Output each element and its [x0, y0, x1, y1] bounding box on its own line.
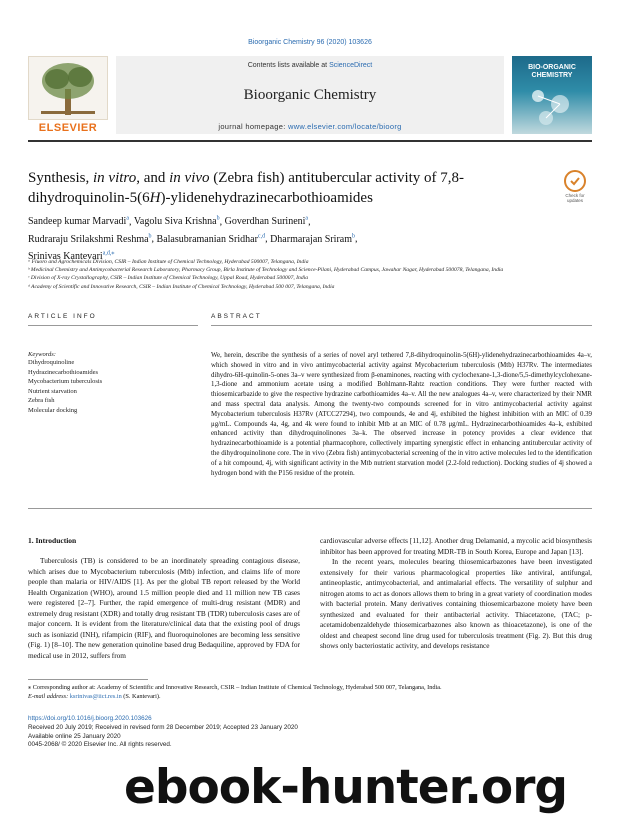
- introduction-heading: 1. Introduction: [28, 536, 77, 545]
- author[interactable]: Dharmarajan Sriram$^b$: [270, 233, 355, 245]
- keywords-label: Keywords:: [28, 351, 56, 358]
- author-separator: ,: [308, 216, 311, 228]
- abstract-rule: [211, 325, 592, 326]
- paragraph: Tuberculosis (TB) is considered to be an inordinately spreading contagious disease, which arises due to Mycobacterium tuberculosis (Mtb) infection, and claims life of more people than malaria or HIV/AIDS [1]. As per the global TB report released by the World Health Organization (WHO), around 1.5 million people died and 11 million new TB cases were registered [2–7]. Further, the rapid emergence of multi-drug resistant (MDR) and extremely drug resistant (XDR) and totally drug resistant TB (TDR) tuberculosis cases are of major concern. It is evident from the literature/clinical data that the existing pool of drugs such as isoniazid (INH), rifampicin (RIF), and fluoroquinolones are becoming less sensitive (Fig. 1) [8–10]. The new generation quinoline based drug Bedaquiline, approved by FDA for medical use in 2012, suffers from: [28, 556, 301, 660]
- title-part: , and: [136, 170, 170, 186]
- title-part: (Zebra fish) antitubercular activity of 7,8-dihydroquinolin-5(6: [28, 170, 465, 206]
- author[interactable]: Goverdhan Surineni$^a$: [224, 216, 309, 228]
- affiliation: ᵇ Medicinal Chemistry and Antimycobacterial Research Laboratory, Pharmacy Group, Birla Institute of Technology and Science-Pilani, Hyderabad Campus, Jawahar Nagar, Hyderabad 500078, Telangana, India: [28, 267, 504, 274]
- paragraph: cardiovascular adverse effects [11,12]. Another drug Delamanid, a mycolic acid biosynthesis inhibitor has been approved for treating MDR-TB in South Korea, Europe and Japan [13].: [320, 536, 592, 556]
- journal-title: Bioorganic Chemistry: [243, 87, 377, 103]
- cover-title-line2: CHEMISTRY: [531, 72, 573, 79]
- body-column-left: [28, 556, 300, 661]
- abstract-heading: ABSTRACT: [211, 313, 262, 320]
- doi-link[interactable]: https://doi.org/10.1016/j.bioorg.2020.103626: [28, 715, 152, 722]
- check-updates-line1: Check for: [565, 193, 585, 198]
- homepage-link[interactable]: www.elsevier.com/locate/bioorg: [287, 122, 402, 131]
- title-italic: in vitro: [93, 170, 137, 186]
- tree-icon: [28, 56, 108, 120]
- email-label: E-mail address:: [28, 692, 70, 700]
- author[interactable]: Srinivas Kantevari$^{a,d,⁎}$: [28, 250, 115, 262]
- author-separator: ,: [265, 233, 271, 245]
- author[interactable]: Rudraraju Srilakshmi Reshma$^b$: [28, 233, 152, 245]
- corresponding-author-footnote: [28, 684, 592, 701]
- received-dates: Received 20 July 2019; Received in revised form 28 December 2019; Accepted 23 January 2020: [28, 723, 298, 731]
- author-list: [28, 212, 588, 264]
- affiliations: [28, 258, 588, 291]
- check-updates-line2: updates: [566, 198, 583, 203]
- paragraph: In the recent years, molecules bearing thiosemicarbazones have been investigated extensively for their various pharmacological properties like antiviral, antifungal, antineoplastic, antimycobacterial, and antimalarial effects. The versatility of sulphur and nitrogen atoms to act as donors allows them to bring in a great variety of coordination modes with bacterial protein. Many derivatives containing thiosemicarbazone moiety have been synthesized and evaluated for their antibacterial activity. Thiacetazone, (TAC; p-acetamidobenzaldehyde thiosemicarbazones also known as thioacetazone), is one of the oldest and cheapest second line drug used for tuberculosis treatment (Fig. 2). But this drug shows only bacteriostatic activity, and develops resistance: [320, 557, 592, 650]
- affiliation: ᵃ Fluoro and Agrochemicals Division, CSIR – Indian Institute of Chemical Technology, Hyderabad 500007, Telangana, India: [28, 259, 309, 265]
- footnote-rule: [28, 679, 148, 680]
- check-for-updates-button[interactable]: [560, 170, 590, 206]
- article-meta: [28, 715, 388, 750]
- homepage-prefix: journal homepage:: [218, 122, 288, 131]
- article-info-heading: ARTICLE INFO: [28, 313, 97, 320]
- check-updates-label: [560, 193, 590, 203]
- author-separator: ,: [219, 216, 225, 228]
- author[interactable]: Sandeep kumar Marvadi$^a$: [28, 216, 129, 228]
- title-part: Synthesis,: [28, 170, 94, 186]
- elsevier-logo: [28, 56, 108, 134]
- cover-title-line1: BIO-ORGANIC: [528, 64, 576, 71]
- author[interactable]: Balasubramanian Sridhar$^{c,d}$: [156, 233, 266, 245]
- email-suffix: (S. Kantevari).: [121, 692, 161, 700]
- author-separator: ,: [128, 216, 134, 228]
- abstract-text: We, herein, describe the synthesis of a series of novel aryl tethered 7,8-dihydroquinolin-5(6H)-ylidenehydrazinecarbothioamides 4a–v, which showed in vitro and in vivo antimycobacterial activity against Mycobacterium tuberculosis (Mtb) H37Rv. The intermediates dihydro-6H-quinolin-5-ones 3a–v were synthesized from β-enaminones, reacting with cyclochexane-1,3-dione/5,5-dimethylcyclohexane-1,3-dione and ammonium acetate using a modified Bohlmann-Rahtz reaction conditions. They were further reacted with thiosemicarbazide to give the respective hydrazine carbothioamides 4a–v. All the new analogues 4a–v, were characterized by their NMR and mass spectral data analysis. Among the twenty-two compounds screened for in vitro antimycobacterial activity against Mycobacterium tuberculosis H37Rv (ATCC27294), two compounds, 4e and 4j, exhibited the highest inhibition with an MIC of 0.39 μg/mL. Compounds 4a, 4g, and 4k were found to inhibit Mtb at an MIC of 0.78 μg/mL. Hydrazinecarbothioamides 4a–k, exhibited enhanced activity than dihydroquinolinones 3a–k. The observed increase in potency provides a clear evidence that hydrazinecarbothioamide is a potential pharmacophore, collectively imparting synergistic effect in enhancing antitubercular activity of the dihydroquinolinone core. The in vivo (Zebra fish) antimycobacterial screening of the in vitro active molecules led to the identification of a hit compound, 4j, with significant activity in the Mtb nutrient starvation model (2.2-fold reduction). Docking studies of 4j showed a hydrogen bond with the P156 residue of the protein.: [211, 352, 592, 477]
- molecule-icon: [524, 82, 580, 130]
- watermark: ebook-hunter.org: [124, 760, 568, 815]
- cover-title: [512, 64, 592, 80]
- keyword: Mycobacterium tuberculosis: [28, 378, 103, 385]
- contents-prefix: Contents lists available at: [247, 62, 330, 69]
- title-italic: H: [149, 190, 161, 206]
- abstract-bottom-rule: [28, 508, 592, 509]
- body-column-right: [320, 536, 592, 652]
- journal-reference[interactable]: Bioorganic Chemistry 96 (2020) 103626: [248, 39, 372, 46]
- author-separator: ,: [355, 233, 358, 245]
- title-italic: in vivo: [169, 170, 210, 186]
- keyword: Hydrazinecarbothioamides: [28, 368, 99, 376]
- journal-masthead: [116, 56, 504, 134]
- contents-line: [116, 62, 504, 69]
- paper-title: [28, 168, 528, 208]
- publisher-name: ELSEVIER: [38, 122, 98, 134]
- sciencedirect-link[interactable]: ScienceDirect: [329, 62, 373, 69]
- email-link[interactable]: ksrinivas@iict.res.in: [69, 692, 122, 700]
- keyword: Nutrient starvation: [28, 387, 77, 395]
- affiliation: ᵈ Academy of Scientific and Innovative Research, CSIR – Indian Institute of Chemical Technology, Hyderabad 500 007, Telangana, India: [28, 283, 335, 290]
- header-rule: [28, 140, 592, 142]
- author-separator: ,: [151, 233, 157, 245]
- footnote-text: ⁎ Corresponding author at: Academy of Scientific and Innovative Research, CSIR – Indian Institute of Chemical Technology, Hyderabad 500 007, Telangana, India.: [28, 684, 442, 691]
- check-updates-icon: [564, 170, 586, 192]
- available-online: Available online 25 January 2020: [28, 732, 121, 740]
- journal-cover[interactable]: [512, 56, 592, 134]
- affiliation: ᶜ Division of X-ray Crystallography, CSIR – Indian Institute of Chemical Technology, Uppal Road, Hyderabad 500007, India: [28, 275, 308, 282]
- author[interactable]: Vagolu Siva Krishna$^b$: [133, 216, 220, 228]
- homepage-line: [116, 122, 504, 131]
- keywords-block: [28, 351, 198, 415]
- keyword: Molecular docking: [28, 406, 78, 414]
- keyword: Dihydroquinoline: [28, 359, 75, 366]
- title-part: )-ylidenehydrazinecarbothioamides: [160, 190, 373, 206]
- article-info-rule: [28, 325, 198, 326]
- copyright: 0045-2068/ © 2020 Elsevier Inc. All rights reserved.: [28, 741, 172, 749]
- keyword: Zebra fish: [28, 397, 55, 404]
